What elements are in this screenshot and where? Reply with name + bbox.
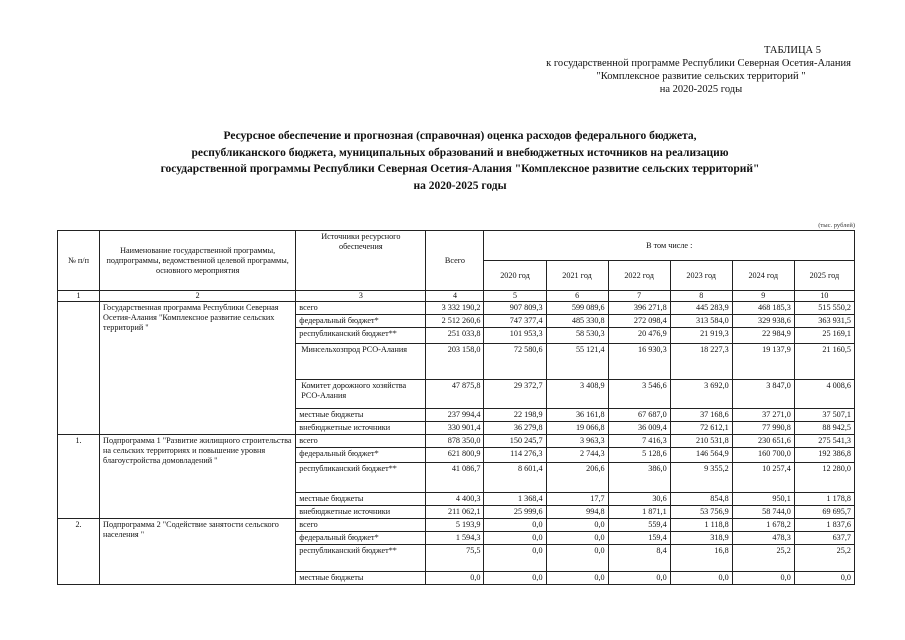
year-value: 0,0 <box>546 545 608 572</box>
total-value: 878 350,0 <box>426 435 484 448</box>
year-value: 37 507,1 <box>794 409 854 422</box>
year-value: 4 008,6 <box>794 380 854 409</box>
year-value: 29 372,7 <box>484 380 546 409</box>
total-value: 2 512 260,6 <box>426 315 484 328</box>
header-year: 2021 год <box>546 261 608 291</box>
year-value: 36 161,8 <box>546 409 608 422</box>
total-value: 237 994,4 <box>426 409 484 422</box>
year-value: 363 931,5 <box>794 315 854 328</box>
year-value: 3 692,0 <box>670 380 732 409</box>
program-name: Подпрограмма 2 "Содействие занятости сельского населения " <box>100 519 296 585</box>
total-value: 5 193,9 <box>426 519 484 532</box>
funding-source: Минсельхозпрод РСО-Алания <box>296 344 426 380</box>
column-number: 10 <box>794 291 854 302</box>
year-value: 159,4 <box>608 532 670 545</box>
year-value: 1 368,4 <box>484 493 546 506</box>
year-value: 58 530,3 <box>546 328 608 344</box>
year-value: 994,8 <box>546 506 608 519</box>
funding-source: внебюджетные источники <box>296 506 426 519</box>
year-value: 1 118,8 <box>670 519 732 532</box>
year-value: 210 531,8 <box>670 435 732 448</box>
year-value: 150 245,7 <box>484 435 546 448</box>
year-value: 25 999,6 <box>484 506 546 519</box>
year-value: 20 476,9 <box>608 328 670 344</box>
funding-source: республиканский бюджет** <box>296 545 426 572</box>
program-name: Подпрограмма 1 "Развитие жилищного строительства на сельских территориях и повышение уровня благоустройства домовладений " <box>100 435 296 519</box>
total-value: 621 800,9 <box>426 448 484 463</box>
year-value: 1 871,1 <box>608 506 670 519</box>
year-value: 8 601,4 <box>484 463 546 493</box>
year-value: 69 695,7 <box>794 506 854 519</box>
year-value: 0,0 <box>484 545 546 572</box>
title-line: на 2020-2025 годы <box>413 179 507 192</box>
total-value: 47 875,8 <box>426 380 484 409</box>
year-value: 0,0 <box>484 572 546 585</box>
total-value: 203 158,0 <box>426 344 484 380</box>
year-value: 21 919,3 <box>670 328 732 344</box>
year-value: 0,0 <box>484 519 546 532</box>
year-value: 72 580,6 <box>484 344 546 380</box>
year-value: 3 408,9 <box>546 380 608 409</box>
column-number: 7 <box>608 291 670 302</box>
year-value: 0,0 <box>732 572 794 585</box>
year-value: 468 185,3 <box>732 302 794 315</box>
year-value: 10 257,4 <box>732 463 794 493</box>
year-value: 72 612,1 <box>670 422 732 435</box>
year-value: 36 279,8 <box>484 422 546 435</box>
year-value: 67 687,0 <box>608 409 670 422</box>
year-value: 515 550,2 <box>794 302 854 315</box>
year-value: 0,0 <box>794 572 854 585</box>
funding-source: всего <box>296 519 426 532</box>
header-year: 2022 год <box>608 261 670 291</box>
year-value: 1 678,2 <box>732 519 794 532</box>
year-value: 396 271,8 <box>608 302 670 315</box>
year-value: 386,0 <box>608 463 670 493</box>
header-year: 2024 год <box>732 261 794 291</box>
year-value: 206,6 <box>546 463 608 493</box>
annex-block <box>546 44 851 96</box>
header-source: Источники ресурсного обеспечения <box>296 231 426 291</box>
annex-line: на 2020-2025 годы <box>659 84 743 95</box>
year-value: 22 984,9 <box>732 328 794 344</box>
year-value: 12 280,0 <box>794 463 854 493</box>
year-value: 53 756,9 <box>670 506 732 519</box>
year-value: 0,0 <box>546 572 608 585</box>
annex-line: "Комплексное развитие сельских территорий " <box>596 71 806 82</box>
funding-source: всего <box>296 435 426 448</box>
year-value: 19 066,8 <box>546 422 608 435</box>
year-value: 1 178,8 <box>794 493 854 506</box>
funding-source: местные бюджеты <box>296 409 426 422</box>
year-value: 485 330,8 <box>546 315 608 328</box>
row-number <box>58 302 100 435</box>
annex-label: ТАБЛИЦА 5 <box>764 45 821 56</box>
year-value: 599 089,6 <box>546 302 608 315</box>
year-value: 88 942,5 <box>794 422 854 435</box>
total-value: 4 400,3 <box>426 493 484 506</box>
funding-source: федеральный бюджет* <box>296 315 426 328</box>
year-value: 5 128,6 <box>608 448 670 463</box>
funding-source: местные бюджеты <box>296 493 426 506</box>
year-value: 7 416,3 <box>608 435 670 448</box>
total-value: 1 594,3 <box>426 532 484 545</box>
total-value: 330 901,4 <box>426 422 484 435</box>
header-year: 2025 год <box>794 261 854 291</box>
year-value: 19 137,9 <box>732 344 794 380</box>
year-value: 37 168,6 <box>670 409 732 422</box>
header-year: 2023 год <box>670 261 732 291</box>
year-value: 160 700,0 <box>732 448 794 463</box>
year-value: 192 386,8 <box>794 448 854 463</box>
funding-source: федеральный бюджет* <box>296 532 426 545</box>
year-value: 9 355,2 <box>670 463 732 493</box>
year-value: 114 276,3 <box>484 448 546 463</box>
year-value: 478,3 <box>732 532 794 545</box>
funding-source: республиканский бюджет** <box>296 328 426 344</box>
year-value: 3 847,0 <box>732 380 794 409</box>
row-number: 1. <box>58 435 100 519</box>
document-title <box>100 128 820 194</box>
year-value: 58 744,0 <box>732 506 794 519</box>
column-number: 9 <box>732 291 794 302</box>
year-value: 1 837,6 <box>794 519 854 532</box>
units-label: (тыс. рублей) <box>818 222 855 229</box>
year-value: 16,8 <box>670 545 732 572</box>
year-value: 25,2 <box>794 545 854 572</box>
year-value: 747 377,4 <box>484 315 546 328</box>
column-number: 5 <box>484 291 546 302</box>
column-number: 8 <box>670 291 732 302</box>
header-num: № п/п <box>58 231 100 291</box>
funding-source: федеральный бюджет* <box>296 448 426 463</box>
year-value: 313 584,0 <box>670 315 732 328</box>
funding-source: республиканский бюджет** <box>296 463 426 493</box>
year-value: 17,7 <box>546 493 608 506</box>
year-value: 559,4 <box>608 519 670 532</box>
budget-table <box>57 230 855 585</box>
year-value: 77 990,8 <box>732 422 794 435</box>
program-name: Государственная программа Республики Северная Осетия-Алания "Комплексное развитие сельских территорий " <box>100 302 296 435</box>
year-value: 329 938,6 <box>732 315 794 328</box>
header-name: Наименование государственной программы, подпрограммы, ведомственной целевой программы, основного мероприятия <box>100 231 296 291</box>
year-value: 16 930,3 <box>608 344 670 380</box>
title-line: Ресурсное обеспечение и прогнозная (справочная) оценка расходов федерального бюджета, <box>223 130 697 142</box>
year-value: 3 546,6 <box>608 380 670 409</box>
year-value: 25,2 <box>732 545 794 572</box>
year-value: 55 121,4 <box>546 344 608 380</box>
title-line: государственной программы Республики Северная Осетия-Алания "Комплексное развитие сельских территорий" <box>160 163 760 175</box>
year-value: 22 198,9 <box>484 409 546 422</box>
year-value: 0,0 <box>546 519 608 532</box>
header-including: В том числе : <box>484 231 855 261</box>
year-value: 36 009,4 <box>608 422 670 435</box>
funding-source: Комитет дорожного хозяйства РСО-Алания <box>296 380 426 409</box>
year-value: 950,1 <box>732 493 794 506</box>
table-row <box>58 435 855 448</box>
year-value: 0,0 <box>484 532 546 545</box>
total-value: 41 086,7 <box>426 463 484 493</box>
table-row <box>58 302 855 315</box>
year-value: 101 953,3 <box>484 328 546 344</box>
year-value: 0,0 <box>608 572 670 585</box>
year-value: 30,6 <box>608 493 670 506</box>
total-value: 3 332 190,2 <box>426 302 484 315</box>
funding-source: внебюджетные источники <box>296 422 426 435</box>
year-value: 272 098,4 <box>608 315 670 328</box>
funding-source: местные бюджеты <box>296 572 426 585</box>
year-value: 37 271,0 <box>732 409 794 422</box>
title-line: республиканского бюджета, муниципальных образований и внебюджетных источников на реализацию <box>191 146 729 159</box>
year-value: 3 963,3 <box>546 435 608 448</box>
row-number: 2. <box>58 519 100 585</box>
column-number: 2 <box>100 291 296 302</box>
year-value: 0,0 <box>670 572 732 585</box>
table-body <box>58 302 855 585</box>
year-value: 18 227,3 <box>670 344 732 380</box>
column-number: 1 <box>58 291 100 302</box>
header-total: Всего <box>426 231 484 291</box>
header-year: 2020 год <box>484 261 546 291</box>
year-value: 854,8 <box>670 493 732 506</box>
total-value: 0,0 <box>426 572 484 585</box>
year-value: 445 283,9 <box>670 302 732 315</box>
year-value: 25 169,1 <box>794 328 854 344</box>
total-value: 211 062,1 <box>426 506 484 519</box>
year-value: 230 651,6 <box>732 435 794 448</box>
year-value: 21 160,5 <box>794 344 854 380</box>
column-number: 6 <box>546 291 608 302</box>
table-row <box>58 519 855 532</box>
column-number: 3 <box>296 291 426 302</box>
annex-line: к государственной программе Республики Северная Осетия-Алания <box>546 58 851 69</box>
year-value: 637,7 <box>794 532 854 545</box>
year-value: 8,4 <box>608 545 670 572</box>
year-value: 275 541,3 <box>794 435 854 448</box>
year-value: 146 564,9 <box>670 448 732 463</box>
year-value: 318,9 <box>670 532 732 545</box>
column-number: 4 <box>426 291 484 302</box>
year-value: 0,0 <box>546 532 608 545</box>
funding-source: всего <box>296 302 426 315</box>
year-value: 907 809,3 <box>484 302 546 315</box>
column-number-row <box>58 291 855 302</box>
total-value: 75,5 <box>426 545 484 572</box>
total-value: 251 033,8 <box>426 328 484 344</box>
year-value: 2 744,3 <box>546 448 608 463</box>
